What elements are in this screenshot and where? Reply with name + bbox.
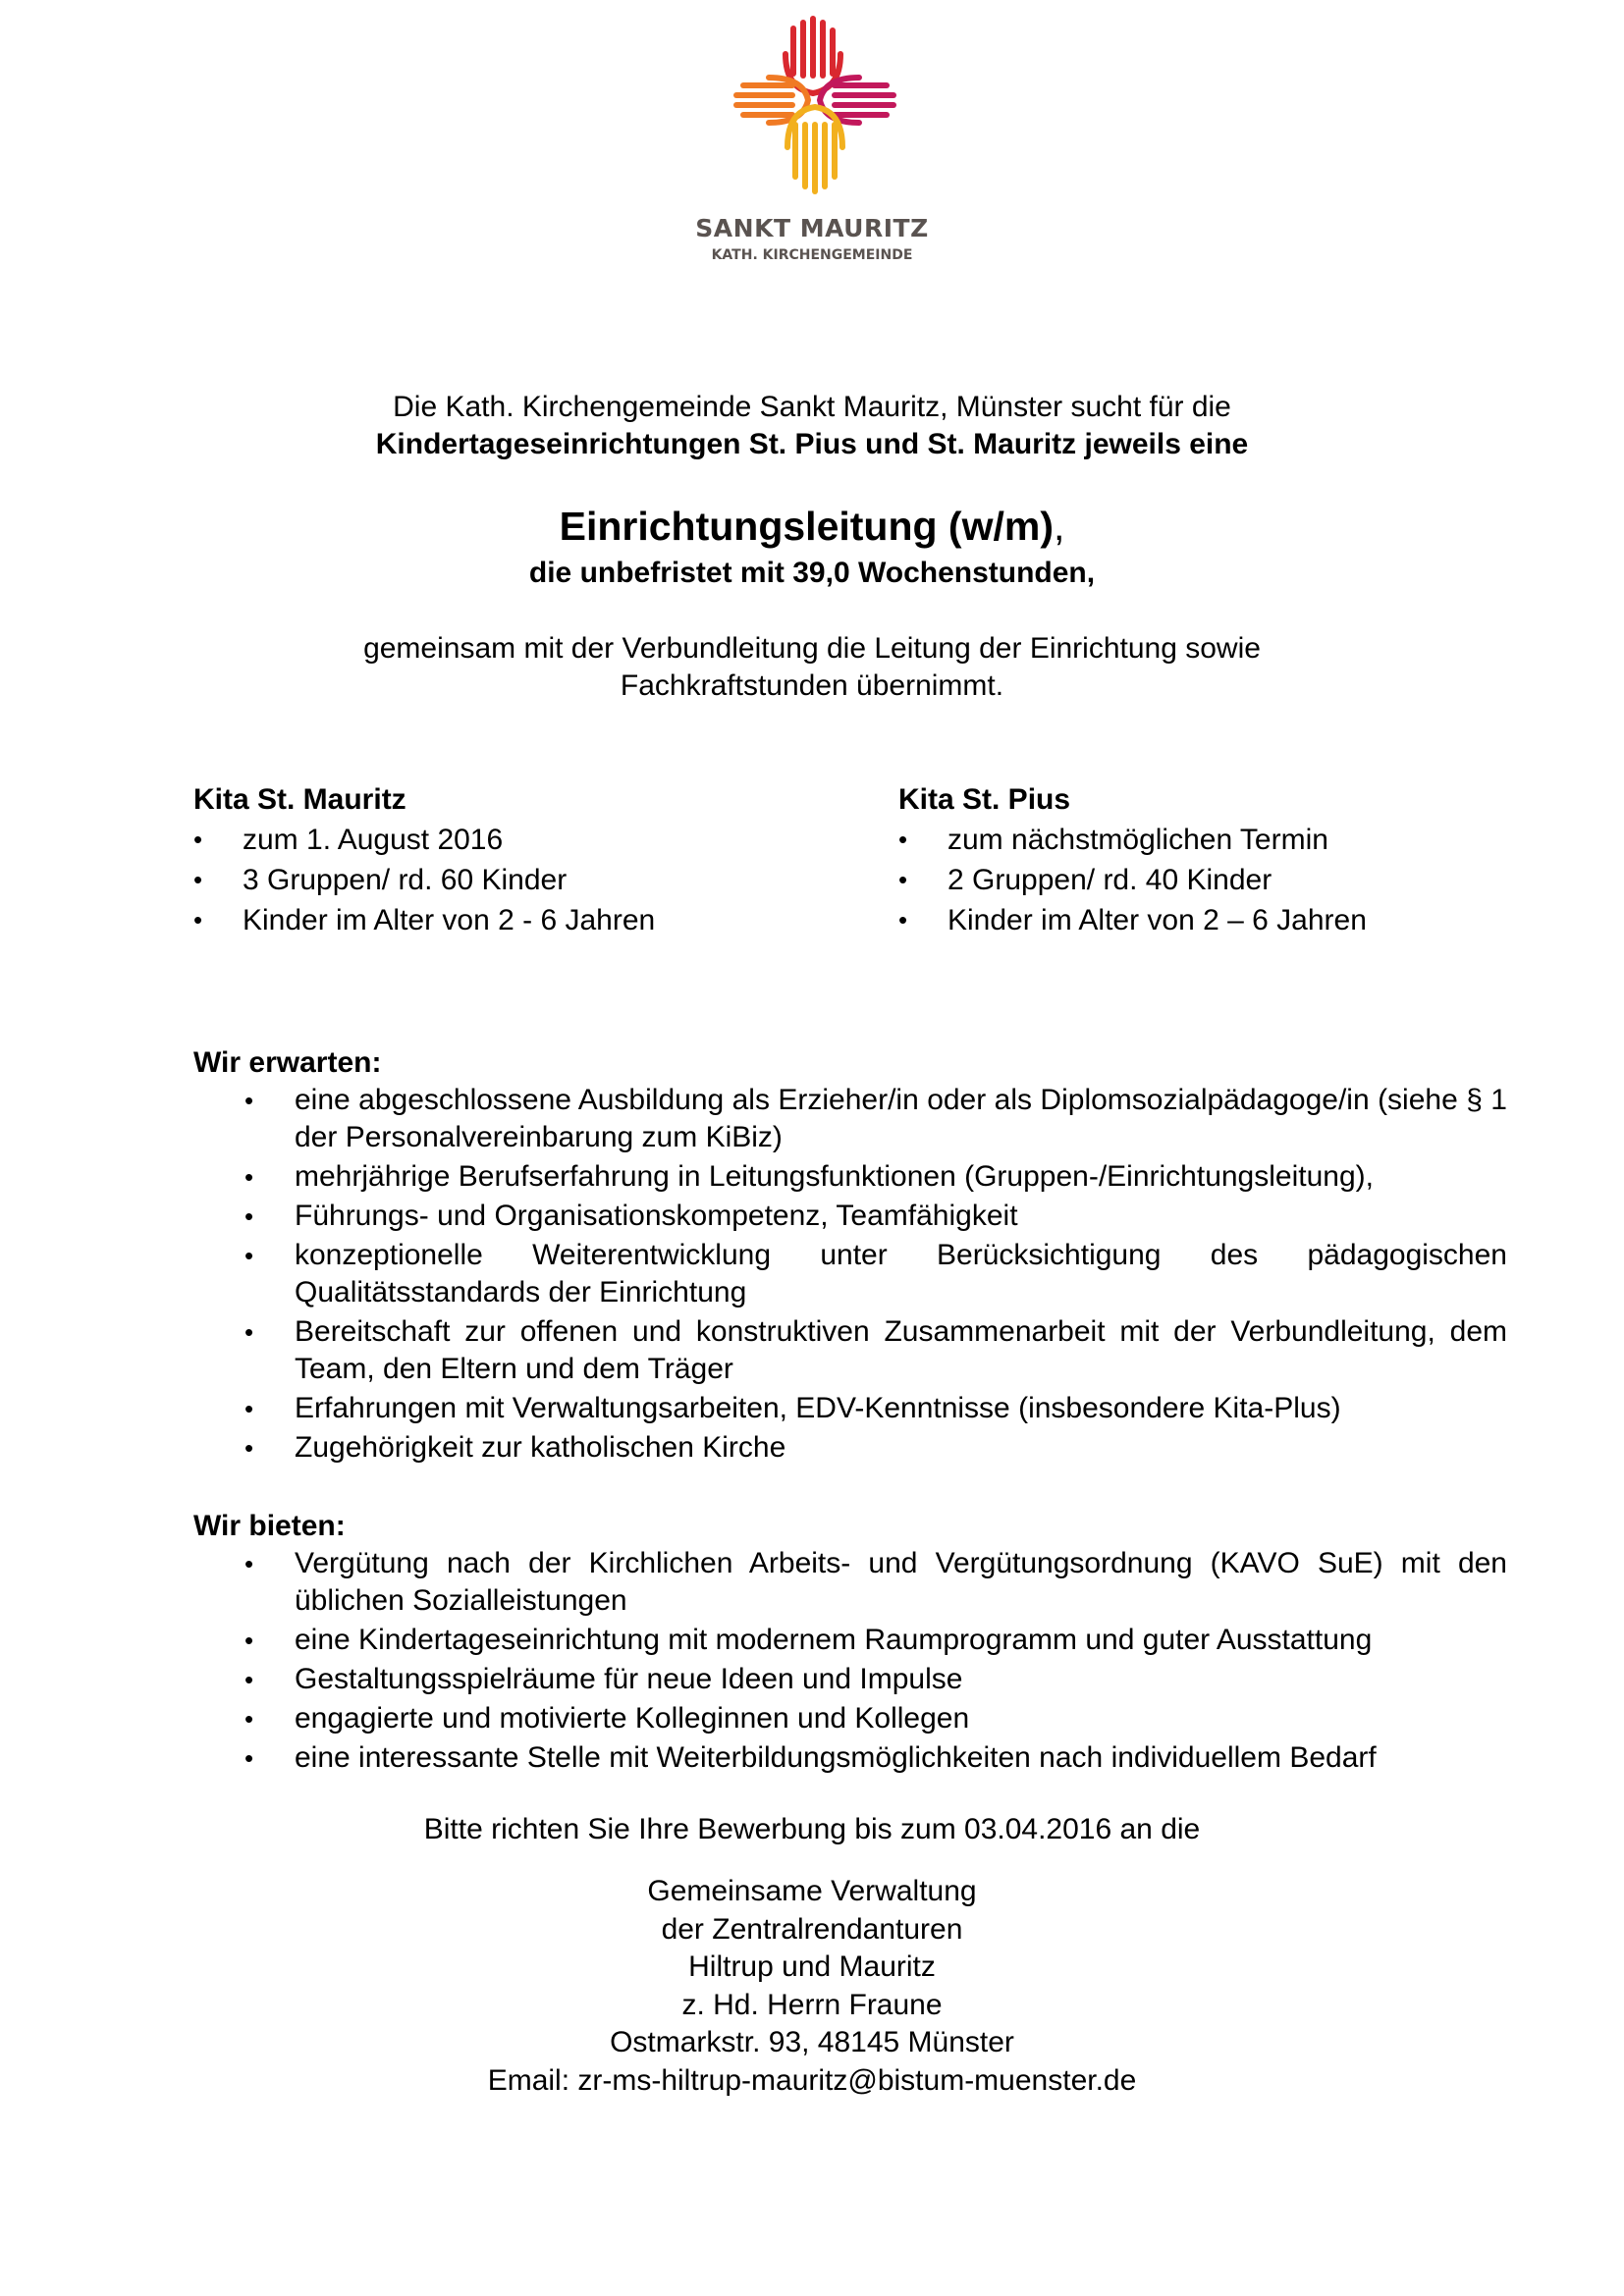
list-item: • Zugehörigkeit zur katholischen Kirche — [193, 1429, 1507, 1467]
application-address — [0, 1873, 1624, 2100]
list-item: • engagierte und motivierte Kolleginnen und Kollegen — [193, 1700, 1507, 1737]
offer-list — [193, 1545, 1507, 1777]
list-item: • 3 Gruppen/ rd. 60 Kinder — [193, 860, 743, 900]
position-desc-2: Fachkraftstunden übernimmt. — [620, 669, 1004, 702]
intro-line-1: Die Kath. Kirchengemeinde Sankt Mauritz, Münster sucht für die — [393, 391, 1231, 423]
offer-heading: Wir bieten: — [193, 1510, 346, 1542]
list-item: • eine interessante Stelle mit Weiterbildungsmöglichkeiten nach individuellem Bedarf — [193, 1739, 1507, 1777]
position-title-suffix: , — [1053, 504, 1065, 549]
position-hours: die unbefristet mit 39,0 Wochenstunden, — [528, 557, 1096, 589]
kita-name: Kita St. Pius — [898, 783, 1071, 816]
list-item: • eine Kindertageseinrichtung mit modernem Raumprogramm und guter Ausstattung — [193, 1622, 1507, 1659]
list-item: • zum 1. August 2016 — [193, 820, 743, 860]
position-title-text: Einrichtungsleitung (w/m) — [559, 504, 1054, 549]
logo-subtitle: KATH. KIRCHENGEMEINDE — [711, 247, 913, 263]
list-item: • Kinder im Alter von 2 – 6 Jahren — [898, 900, 1448, 940]
expect-list — [193, 1082, 1507, 1467]
email-line: Email: zr-ms-hiltrup-mauritz@bistum-muenster.de — [487, 2063, 1137, 2097]
list-item: • Bereitschaft zur offenen und konstruktiven Zusammenarbeit mit der Verbundleitung, dem Team, den Eltern und dem Träger — [193, 1313, 1507, 1388]
list-item: • zum nächstmöglichen Termin — [898, 820, 1448, 860]
list-item: • Vergütung nach der Kirchlichen Arbeits- und Vergütungsordnung (KAVO SuE) mit den üblichen Sozialleistungen — [193, 1545, 1507, 1620]
application-text: Bitte richten Sie Ihre Bewerbung bis zum 03.04.2016 an die — [423, 1813, 1201, 1845]
expect-heading: Wir erwarten: — [193, 1046, 382, 1079]
list-item: • 2 Gruppen/ rd. 40 Kinder — [898, 860, 1448, 900]
list-item: • konzeptionelle Weiterentwicklung unter Berücksichtigung des pädagogischen Qualitätsstandards der Einrichtung — [193, 1237, 1507, 1311]
address-line: z. Hd. Herrn Fraune — [681, 1988, 943, 2021]
offer-section — [193, 1508, 1507, 1779]
kita-column-mauritz — [193, 779, 743, 940]
kita-list — [898, 820, 1448, 940]
logo-name: SANKT MAURITZ — [695, 214, 929, 242]
logo — [0, 0, 1624, 285]
kita-column-pius — [898, 779, 1448, 940]
address-line: Gemeinsame Verwaltung — [647, 1875, 977, 1907]
kita-list — [193, 820, 743, 940]
kita-name: Kita St. Mauritz — [193, 783, 406, 816]
list-item: • Kinder im Alter von 2 - 6 Jahren — [193, 900, 743, 940]
address-line: Hiltrup und Mauritz — [688, 1950, 936, 1983]
list-item: • Führungs- und Organisationskompetenz, Teamfähigkeit — [193, 1198, 1507, 1235]
position-desc-1: gemeinsam mit der Verbundleitung die Leitung der Einrichtung sowie — [363, 632, 1261, 665]
intro-line-2: Kindertageseinrichtungen St. Pius und St. Mauritz jeweils eine — [375, 428, 1249, 460]
position-title — [0, 503, 1624, 550]
list-item: • Gestaltungsspielräume für neue Ideen und Impulse — [193, 1661, 1507, 1698]
list-item: • eine abgeschlossene Ausbildung als Erzieher/in oder als Diplomsozialpädagoge/in (siehe § 1 der Personalvereinbarung zum KiBiz) — [193, 1082, 1507, 1156]
expect-section — [193, 1044, 1507, 1468]
list-item: • Erfahrungen mit Verwaltungsarbeiten, EDV-Kenntnisse (insbesondere Kita-Plus) — [193, 1390, 1507, 1427]
address-line: Ostmarkstr. 93, 48145 Münster — [610, 2026, 1014, 2058]
address-line: der Zentralrendanturen — [661, 1912, 963, 1946]
hands-cross-logo-icon — [731, 15, 898, 206]
list-item: • mehrjährige Berufserfahrung in Leitungsfunktionen (Gruppen-/Einrichtungsleitung), — [193, 1158, 1507, 1196]
